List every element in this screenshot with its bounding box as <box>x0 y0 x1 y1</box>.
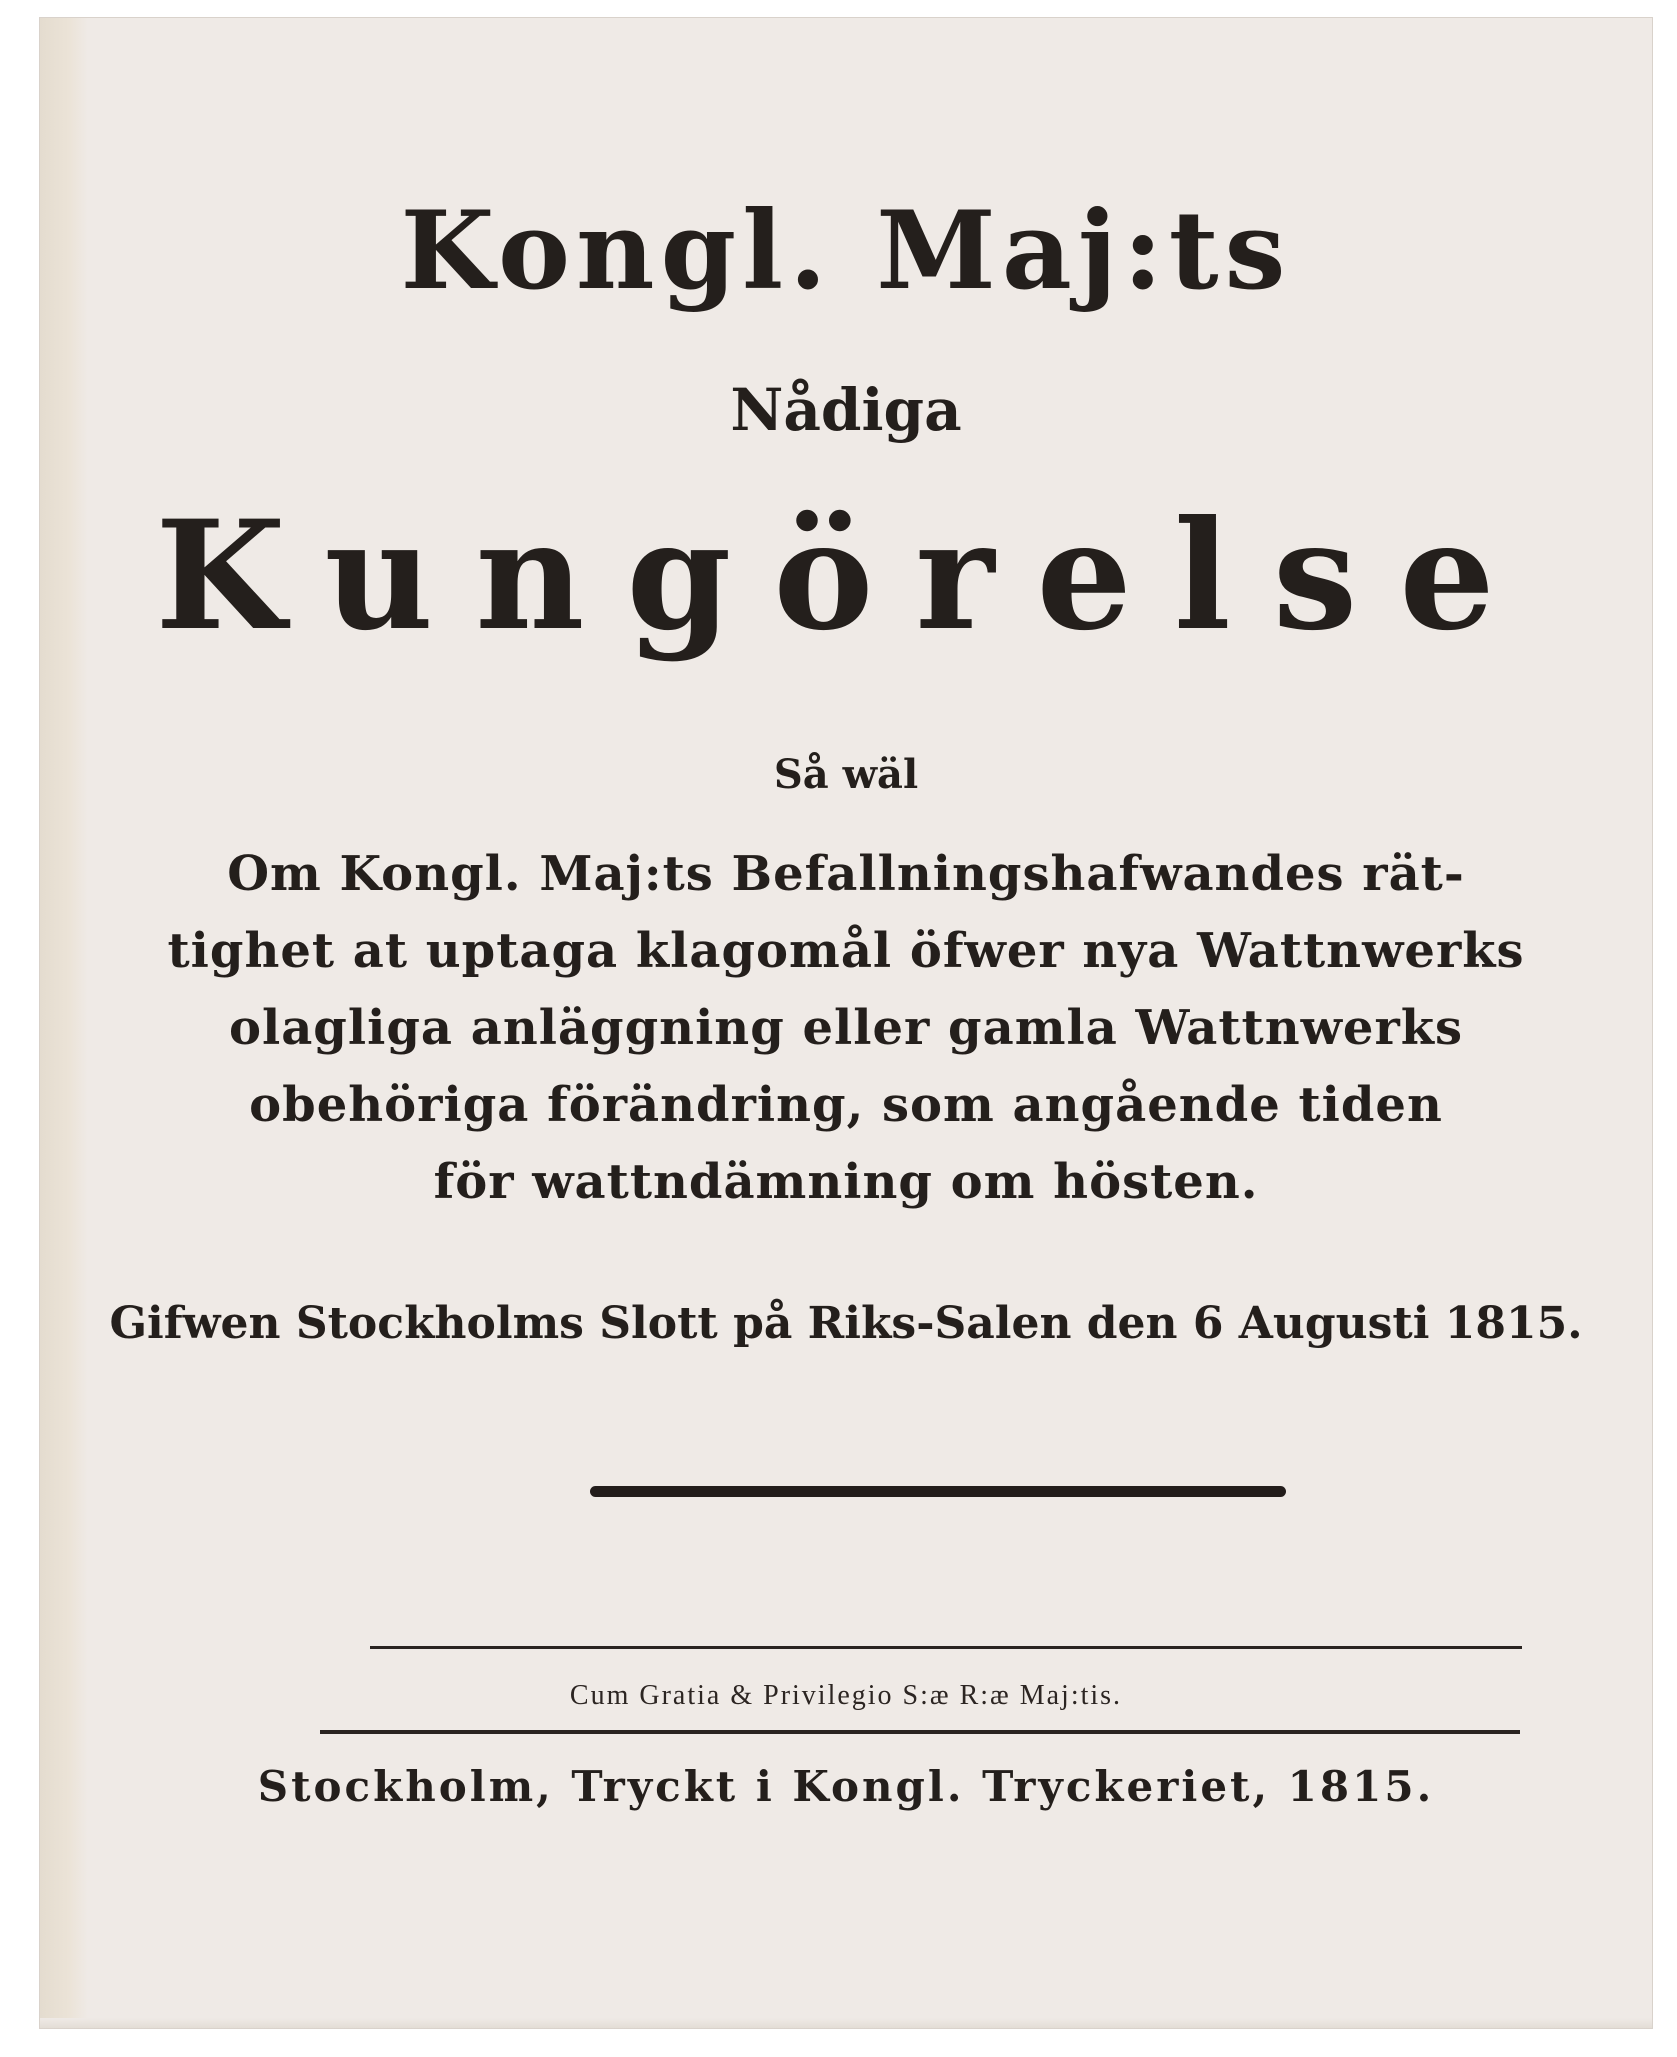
document-page <box>40 18 1652 2028</box>
body-line: obehöriga förändring, som angående tiden <box>249 1077 1443 1133</box>
title-kungorelse: Kungörelse <box>155 488 1537 664</box>
ornamental-rule <box>590 1486 1286 1497</box>
body-line: Om Kongl. Maj:ts Befallningshafwandes rät- <box>227 846 1465 902</box>
page-bottom-edge <box>40 2018 1652 2028</box>
body-line: för wattndämning om hösten. <box>433 1154 1259 1210</box>
title-nadiga: Nådiga <box>730 376 962 444</box>
divider-top <box>370 1646 1522 1649</box>
given-date-line: Gifwen Stockholms Slott på Riks-Salen den 6 Augusti 1815. <box>109 1298 1583 1349</box>
body-line: olagliga anläggning eller gamla Wattnwerks <box>228 1000 1464 1056</box>
privilege-line: Cum Gratia & Privilegio S:æ R:æ Maj:tis. <box>569 1680 1123 1711</box>
subtitle-sa-wal: Så wäl <box>773 751 919 798</box>
imprint-line: Stockholm, Tryckt i Kongl. Tryckeriet, 1815. <box>257 1762 1435 1811</box>
title-kongl-majts: Kongl. Maj:ts <box>400 188 1292 314</box>
body-line: tighet at uptaga klagomål öfwer nya Wattnwerks <box>167 923 1525 979</box>
divider-bottom <box>320 1730 1520 1734</box>
